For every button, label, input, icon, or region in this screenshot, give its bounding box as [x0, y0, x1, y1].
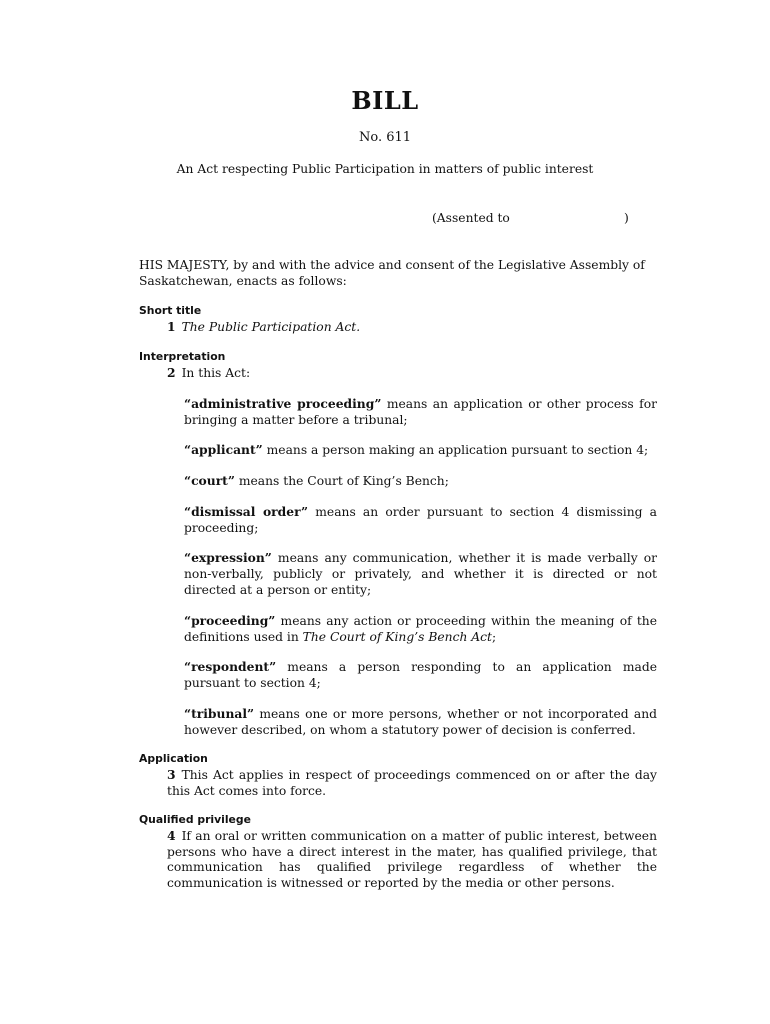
assent-label: (Assented to	[432, 211, 510, 225]
section-4-text: If an oral or written communication on a matter of public interest, between persons who have a direct interest in the mater, has qualified privilege, that communication has qualified privilege regardless of whether the communication is witnessed or reported by the media or other persons.	[167, 829, 657, 890]
definition-term: “dismissal order”	[184, 504, 309, 519]
definition-term: “court”	[184, 473, 235, 488]
bill-number: No. 611	[358, 130, 412, 145]
short-title-heading: Short title	[139, 304, 202, 317]
definition-term: “proceeding”	[184, 613, 276, 628]
section-1-number: 1	[167, 319, 176, 334]
section-2-intro: In this Act:	[181, 366, 251, 380]
definition-text: means a person making an application pursuant to section 4;	[262, 443, 649, 457]
definition-tribunal	[184, 706, 657, 739]
section-1-text: The Public Participation Act.	[181, 320, 361, 334]
definition-text: means an application or other process for bringing a matter before a tribunal;	[184, 397, 657, 427]
definition-text: means the Court of King’s Bench;	[234, 474, 449, 488]
definition-term: “applicant”	[184, 442, 263, 457]
definition-court	[184, 473, 657, 490]
section-4	[167, 828, 657, 891]
definition-term: “expression”	[184, 550, 272, 565]
definition-term: “tribunal”	[184, 706, 255, 721]
application-heading: Application	[139, 752, 208, 765]
definition-term: “respondent”	[184, 659, 277, 674]
definition-dismissal-order	[184, 504, 657, 537]
bill-heading: BILL	[351, 86, 419, 115]
definition-italic-reference: The Court of King’s Bench Act	[302, 629, 493, 644]
definition-text: means an order pursuant to section 4 dismissing a proceeding;	[184, 505, 657, 535]
definition-administrative-proceeding	[184, 396, 657, 429]
definition-term: “administrative proceeding”	[184, 396, 382, 411]
definition-proceeding	[184, 613, 657, 646]
section-3	[167, 767, 657, 799]
definition-text: means any communication, whether it is made verbally or non-verbally, publicly or privately, and whether it is directed or not directed at a person or entity;	[184, 551, 657, 597]
qualified-privilege-heading: Qualified privilege	[139, 813, 251, 826]
definition-text: means one or more persons, whether or not incorporated and however described, on whom a statutory power of decision is conferred.	[184, 707, 657, 737]
definition-respondent	[184, 659, 657, 692]
definition-text: means a person responding to an application made pursuant to section 4;	[184, 660, 657, 690]
section-1	[167, 319, 657, 336]
definition-tail: ;	[492, 629, 497, 644]
enacting-clause: HIS MAJESTY, by and with the advice and consent of the Legislative Assembly of Saskatchewan, enacts as follows:	[139, 258, 645, 288]
section-4-number: 4	[167, 828, 176, 843]
section-2-number: 2	[167, 365, 176, 380]
section-2	[167, 365, 657, 382]
section-3-number: 3	[167, 767, 176, 782]
assent-close-paren: )	[624, 211, 629, 225]
bill-title: An Act respecting Public Participation in matters of public interest	[176, 162, 594, 176]
definition-expression	[184, 550, 657, 598]
definition-text: means any action or proceeding within the meaning of the definitions used in	[184, 614, 657, 644]
interpretation-heading: Interpretation	[139, 350, 226, 363]
definition-applicant	[184, 442, 657, 459]
assent-line	[432, 211, 632, 225]
section-3-text: This Act applies in respect of proceedings commenced on or after the day this Act comes into force.	[167, 768, 657, 798]
